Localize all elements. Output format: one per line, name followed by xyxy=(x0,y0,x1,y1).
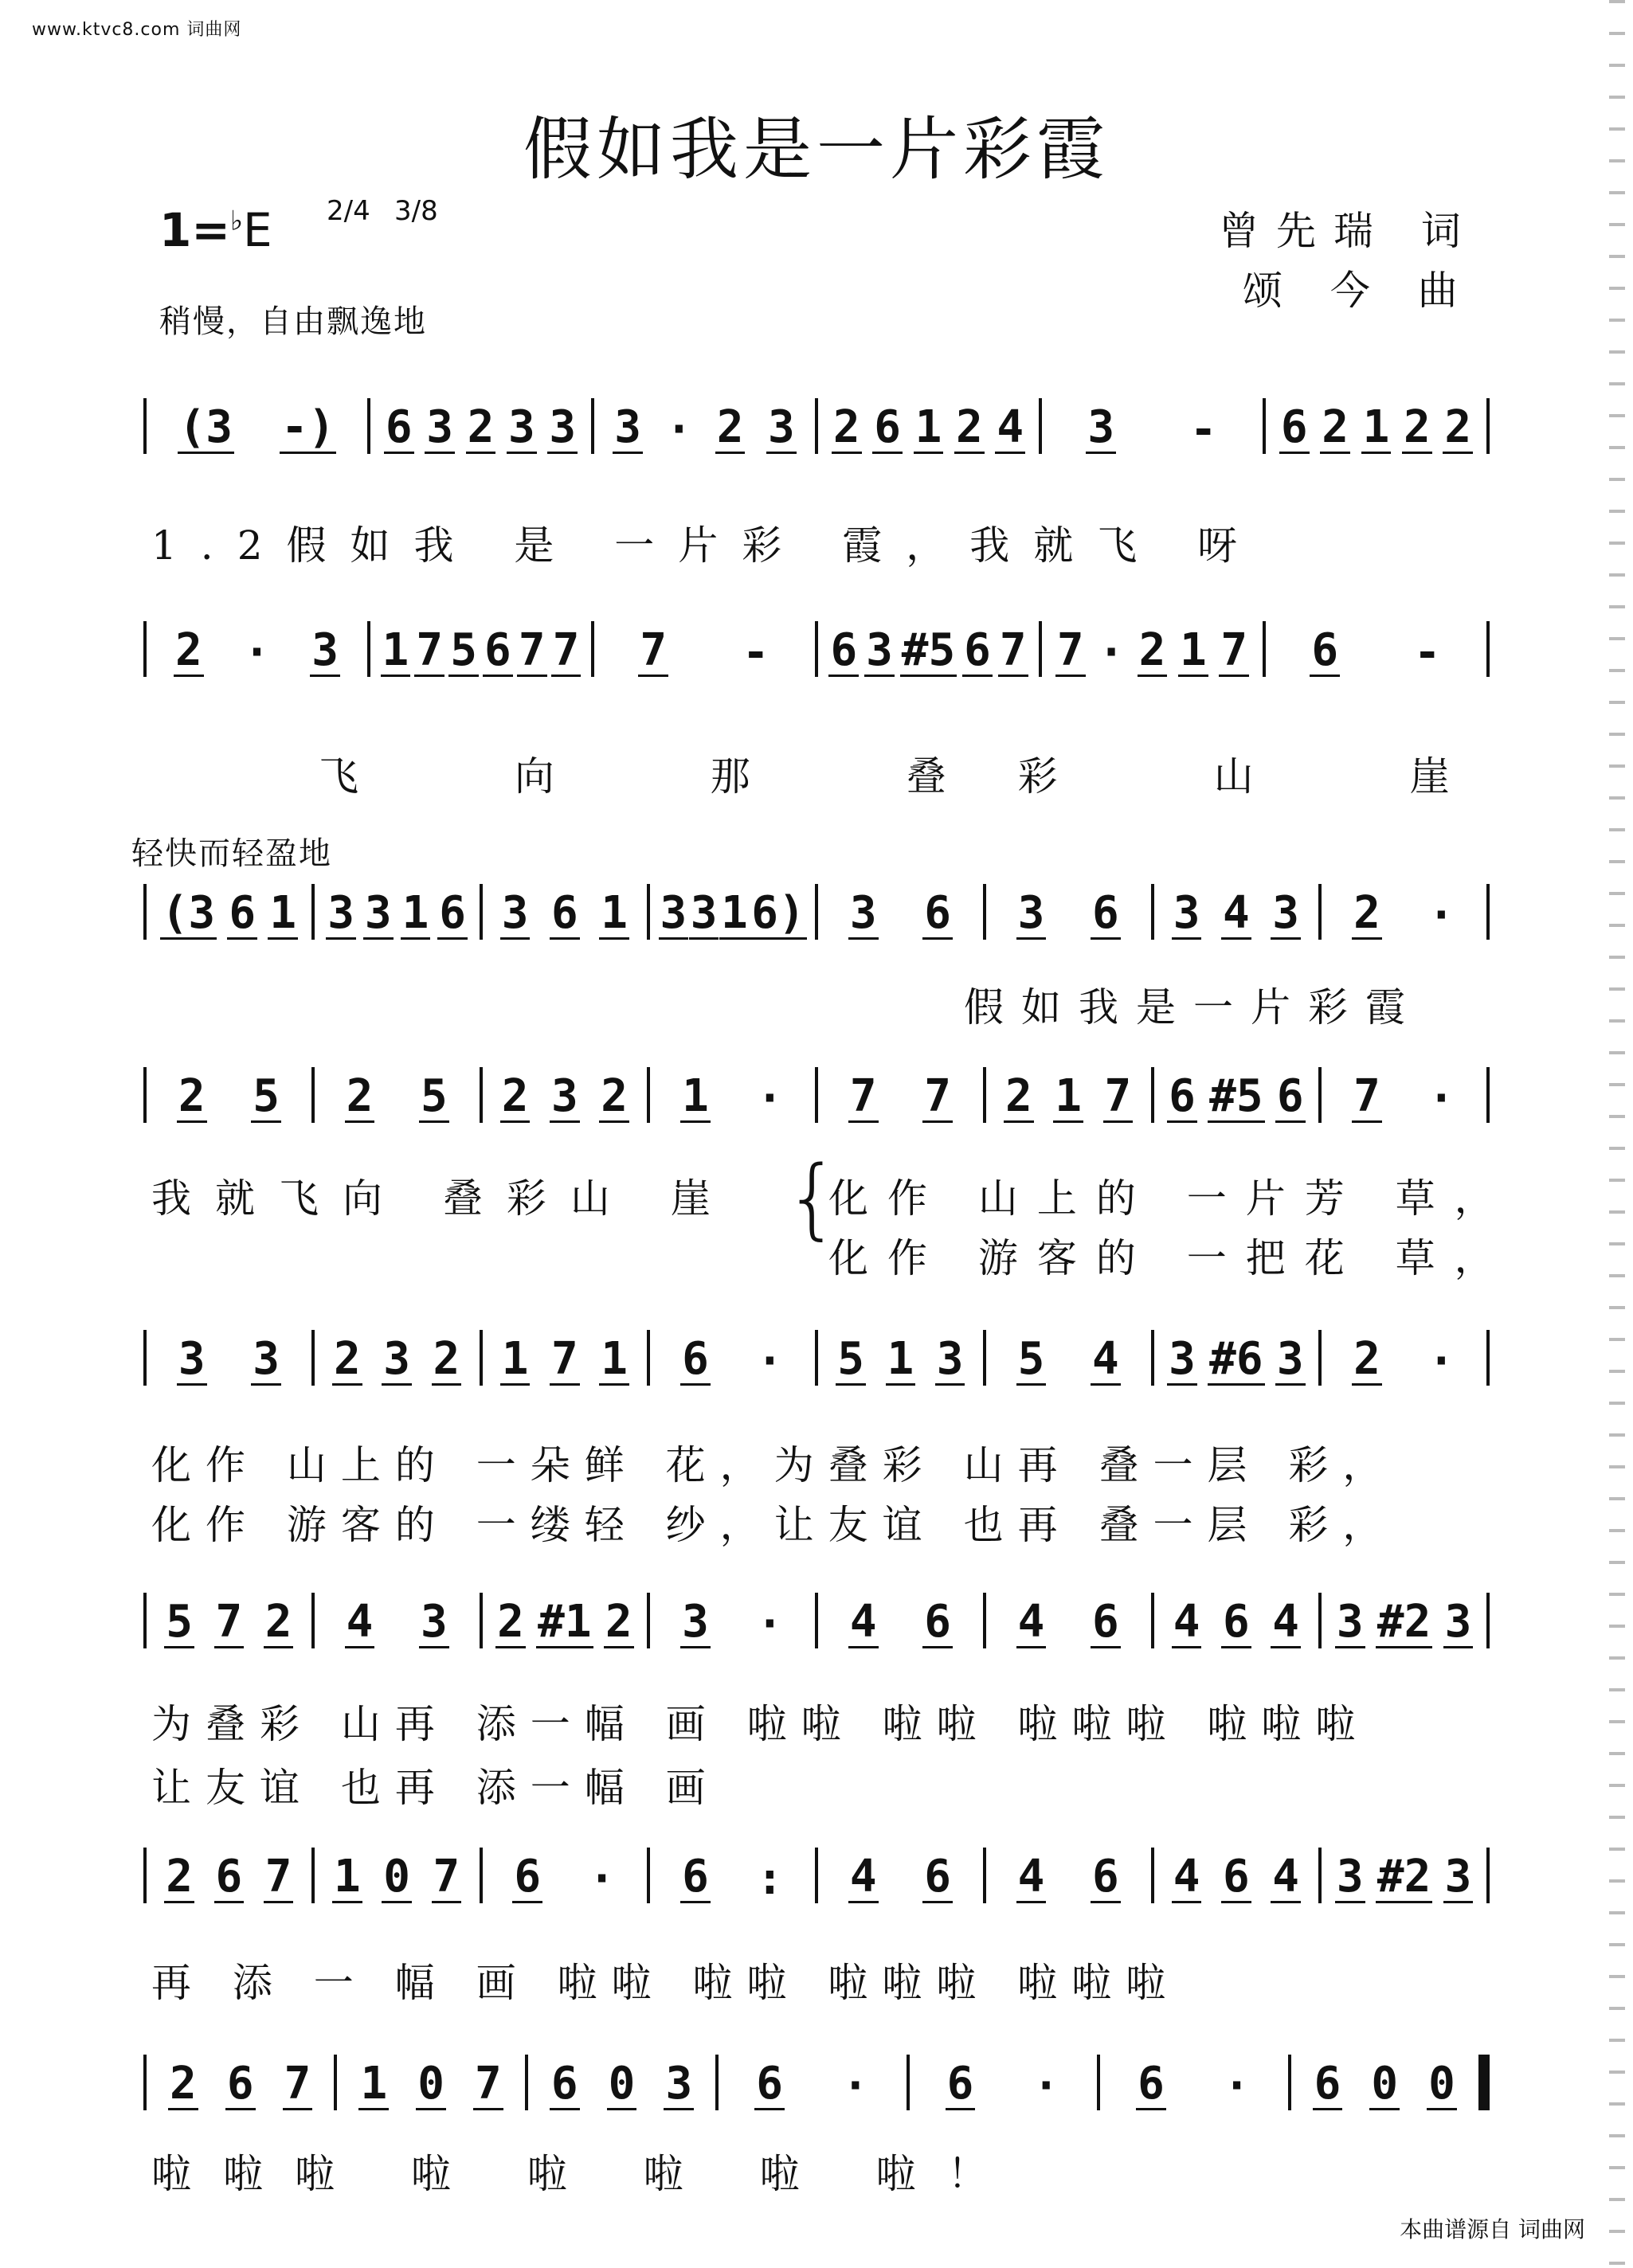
score-note: 6 xyxy=(1091,1851,1119,1902)
score-note: 6 xyxy=(1311,624,1339,676)
measure xyxy=(483,1330,651,1386)
measure xyxy=(650,1848,818,1903)
measure xyxy=(337,2055,527,2110)
score-note: 7 xyxy=(475,2058,502,2110)
score-note: 1 xyxy=(887,1333,914,1385)
score-note: 6 xyxy=(946,2058,974,2110)
measure xyxy=(594,398,818,454)
measure xyxy=(1291,2055,1490,2110)
score-note: 4 xyxy=(1173,1596,1200,1648)
score-note: 2 xyxy=(605,1596,632,1648)
score-note: - xyxy=(1413,627,1441,678)
score-note: 3 xyxy=(1444,1851,1472,1902)
score-note: 2 xyxy=(170,2058,197,2110)
score-note: 2 xyxy=(178,1070,206,1122)
score-note: 4 xyxy=(346,1596,374,1648)
tempo-marking-1: 稍慢，自由飘逸地 xyxy=(159,303,427,340)
score-line xyxy=(143,2039,1490,2110)
score-note: 4 xyxy=(1223,887,1250,939)
score-note: 2 xyxy=(264,1596,292,1648)
score-note: 3 xyxy=(1444,1596,1472,1648)
score-note: 2 xyxy=(497,1596,524,1648)
measure xyxy=(650,1067,818,1123)
lyric-line-1: 1.2假如我 是 一片彩 霞，我就飞 呀 xyxy=(151,522,1262,569)
score-line xyxy=(143,1314,1490,1386)
measure xyxy=(650,1593,818,1648)
score-note: 4 xyxy=(849,1596,877,1648)
score-note: 6 xyxy=(385,401,413,453)
measure xyxy=(1100,2055,1290,2110)
measure xyxy=(315,884,483,940)
score-note: 3 xyxy=(501,887,529,939)
measure xyxy=(818,621,1042,677)
lyric-line-6: 化作 游客的 一把花 草， xyxy=(828,1235,1514,1281)
measure xyxy=(1322,1848,1490,1903)
tempo-marking-2: 轻快而轻盈地 xyxy=(131,835,332,872)
score-note: 3 xyxy=(866,624,893,676)
score-note: · xyxy=(1098,627,1125,678)
score-note: 0 xyxy=(1371,2058,1399,2110)
score-note: 3 xyxy=(1017,887,1045,939)
score-line xyxy=(143,868,1490,940)
score-note: 3 xyxy=(383,1333,410,1385)
lyric-line-12: 啦啦啦 啦 啦 啦 啦 啦！ xyxy=(151,2151,1020,2197)
lyric-line-7: 化作 山上的 一朵鲜 花，为叠彩 山再 叠一层 彩， xyxy=(151,1442,1397,1488)
measure xyxy=(143,884,315,940)
watermark: www.ktvc8.com 词曲网 xyxy=(32,20,242,40)
score-note: 2 xyxy=(716,401,744,453)
score-note: 4 xyxy=(1091,1333,1119,1385)
measure xyxy=(1042,398,1266,454)
measure xyxy=(1042,621,1266,677)
verse-brace: { xyxy=(785,1147,840,1249)
score-line xyxy=(143,605,1490,677)
score-note: 7 xyxy=(1104,1070,1132,1122)
score-note: 3 xyxy=(1169,1333,1196,1385)
score-note: 7 xyxy=(416,624,444,676)
score-note: 1 xyxy=(601,887,628,939)
measure xyxy=(143,1593,315,1648)
score-note: 6 xyxy=(1276,1070,1304,1122)
measure xyxy=(1154,1848,1322,1903)
measure xyxy=(1154,1067,1322,1123)
score-note: 3 xyxy=(420,1596,448,1648)
score-note: 2 xyxy=(601,1070,628,1122)
measure xyxy=(1266,621,1490,677)
score-note: 3 xyxy=(660,887,687,939)
score-note: 6 xyxy=(1280,401,1308,453)
score-note: 1 xyxy=(401,887,429,939)
measure xyxy=(370,621,594,677)
measure xyxy=(143,1330,315,1386)
score-note: 5 xyxy=(253,1070,280,1122)
measure xyxy=(143,398,370,454)
score-line xyxy=(143,1051,1490,1123)
score-note: #5 xyxy=(901,624,956,676)
score-note: 7 xyxy=(518,624,546,676)
score-note: 2 xyxy=(174,624,202,676)
score-note: 1 xyxy=(334,1851,361,1902)
lyric-line-3: 假如我是一片彩霞 xyxy=(964,984,1423,1030)
score-note: 1 xyxy=(1180,624,1207,676)
measure xyxy=(528,2055,719,2110)
score-note: 4 xyxy=(1272,1596,1299,1648)
score-note: · xyxy=(1427,1073,1455,1124)
score-note: 7 xyxy=(1056,624,1084,676)
score-note: - xyxy=(742,627,770,678)
score-note: 3 xyxy=(614,401,641,453)
measure xyxy=(818,1593,986,1648)
measure xyxy=(1322,1067,1490,1123)
score-note: 4 xyxy=(849,1851,877,1902)
score-note: 7 xyxy=(999,624,1027,676)
score-note: 7 xyxy=(264,1851,292,1902)
score-note: 6 xyxy=(682,1333,709,1385)
score-note: 6) xyxy=(751,887,805,939)
score-note: 6 xyxy=(1223,1596,1250,1648)
score-note: · xyxy=(1427,890,1455,941)
score-note: 5 xyxy=(837,1333,864,1385)
meter-1: 2/4 xyxy=(327,195,370,227)
score-note: 3 xyxy=(1276,1333,1304,1385)
score-line xyxy=(143,1577,1490,1648)
score-note: · xyxy=(1032,2060,1060,2112)
score-note: 7 xyxy=(1353,1070,1380,1122)
score-note: 1 xyxy=(360,2058,388,2110)
score-note: 6 xyxy=(226,2058,254,2110)
score-note: 1 xyxy=(501,1333,529,1385)
score-note: #2 xyxy=(1376,1851,1431,1902)
score-note: - xyxy=(1189,404,1217,456)
lyric-line-11: 再 添 一 幅 画 啦啦 啦啦 啦啦啦 啦啦啦 xyxy=(151,1960,1181,2006)
score-note: 1 xyxy=(382,624,409,676)
measure xyxy=(986,884,1154,940)
score-note: 3 xyxy=(768,401,795,453)
score-note: 2 xyxy=(467,401,495,453)
score-note: 6 xyxy=(924,1851,951,1902)
lyric-line-10: 让友谊 也再 添一幅 画 xyxy=(151,1765,720,1811)
score-note: 5 xyxy=(450,624,477,676)
score-note: #6 xyxy=(1209,1333,1263,1385)
score-note: 7 xyxy=(215,1596,243,1648)
score-note: 2 xyxy=(1005,1070,1032,1122)
margin-dots xyxy=(1609,0,1625,2268)
score-note: 3 xyxy=(253,1333,280,1385)
score-note: 1 xyxy=(1055,1070,1082,1122)
score-note: · xyxy=(756,1335,784,1387)
score-note: -) xyxy=(281,401,335,453)
score-note: 5 xyxy=(420,1070,448,1122)
score-note: 4 xyxy=(997,401,1024,453)
score-note: 6 xyxy=(874,401,901,453)
key-prefix: 1= xyxy=(159,203,230,257)
measure xyxy=(143,1848,315,1903)
score-note: 0 xyxy=(608,2058,636,2110)
score-note: 6 xyxy=(550,2058,578,2110)
lyric-line-2: 飞 向 那 叠彩 山 崖 xyxy=(319,753,1521,800)
measure xyxy=(315,1848,483,1903)
measure xyxy=(594,621,818,677)
score-note: 2 xyxy=(832,401,860,453)
score-note: 4 xyxy=(1272,1851,1299,1902)
measure xyxy=(818,884,986,940)
score-note: 0 xyxy=(417,2058,444,2110)
measure xyxy=(1154,1330,1322,1386)
measure xyxy=(986,1067,1154,1123)
measure xyxy=(143,621,370,677)
score-note: (3 xyxy=(178,401,233,453)
score-note: 6 xyxy=(756,2058,783,2110)
score-note: 3 xyxy=(665,2058,693,2110)
score-note: 2 xyxy=(1138,624,1166,676)
score-note: 1 xyxy=(914,401,942,453)
score-note: 6 xyxy=(1091,1596,1119,1648)
score-note: 7 xyxy=(284,2058,311,2110)
lyric-line-8: 化作 游客的 一缕轻 纱，让友谊 也再 叠一层 彩， xyxy=(151,1502,1397,1548)
score-note: · xyxy=(841,2060,869,2112)
score-note: 6 xyxy=(439,887,467,939)
measure xyxy=(818,1067,986,1123)
measure xyxy=(650,884,818,940)
score-line xyxy=(143,382,1490,454)
score-note: #5 xyxy=(1209,1070,1263,1122)
measure xyxy=(1322,1593,1490,1648)
measure xyxy=(483,1593,651,1648)
lyric-line-4: 我就飞向 叠彩山 崖 xyxy=(151,1175,734,1222)
score-note: 6 xyxy=(1091,887,1119,939)
measure xyxy=(483,1067,651,1123)
score-note: 1 xyxy=(1362,401,1390,453)
key-signature xyxy=(159,203,272,257)
score-note: 3 xyxy=(690,887,718,939)
score-note: 6 xyxy=(229,887,257,939)
score-note: 2 xyxy=(433,1333,460,1385)
measure xyxy=(818,1848,986,1903)
measure xyxy=(315,1330,483,1386)
score-note: : xyxy=(756,1853,784,1905)
score-note: 7 xyxy=(849,1070,877,1122)
score-note: 6 xyxy=(682,1851,709,1902)
score-note: 2 xyxy=(1322,401,1349,453)
measure xyxy=(143,1067,315,1123)
score-note: 6 xyxy=(924,887,951,939)
score-note: · xyxy=(243,627,271,678)
measure xyxy=(1322,884,1490,940)
measure xyxy=(986,1848,1154,1903)
lyricist-credit: 曾先瑞 词 xyxy=(1219,208,1478,254)
measure xyxy=(1266,398,1490,454)
measure xyxy=(719,2055,909,2110)
score-note: · xyxy=(1427,1335,1455,1387)
measure xyxy=(315,1067,483,1123)
score-note: 7 xyxy=(433,1851,460,1902)
score-note: 2 xyxy=(1404,401,1431,453)
score-note: #2 xyxy=(1376,1596,1431,1648)
score-note: · xyxy=(1223,2060,1251,2112)
measure xyxy=(483,884,651,940)
composer-credit: 颂 今 曲 xyxy=(1243,268,1475,314)
score-note: 3 xyxy=(1336,1596,1364,1648)
measure xyxy=(986,1593,1154,1648)
score-note: 6 xyxy=(964,624,991,676)
score-note: 3 xyxy=(508,401,535,453)
score-note: 2 xyxy=(346,1070,374,1122)
score-note: 7 xyxy=(1220,624,1248,676)
score-note: 3 xyxy=(1272,887,1299,939)
score-note: #1 xyxy=(538,1596,592,1648)
score-note: · xyxy=(588,1853,616,1905)
score-note: 3 xyxy=(549,401,577,453)
score-note: 7 xyxy=(924,1070,951,1122)
score-note: 6 xyxy=(484,624,511,676)
score-note: 1 xyxy=(601,1333,628,1385)
song-title: 假如我是一片彩霞 xyxy=(523,110,1110,190)
score-note: 3 xyxy=(426,401,453,453)
score-note: 4 xyxy=(1017,1851,1045,1902)
score-note: 3 xyxy=(1173,887,1200,939)
score-note: · xyxy=(756,1598,784,1650)
score-note: 0 xyxy=(383,1851,410,1902)
score-note: 3 xyxy=(682,1596,709,1648)
score-note: 3 xyxy=(1087,401,1115,453)
flat-sign: ♭ xyxy=(229,205,244,237)
key-note: E xyxy=(243,203,272,257)
measure xyxy=(1154,884,1322,940)
score-note: 2 xyxy=(1353,887,1380,939)
lyric-line-5: 化作 山上的 一片芳 草， xyxy=(828,1175,1514,1222)
score-note: 6 xyxy=(514,1851,542,1902)
score-note: 6 xyxy=(1223,1851,1250,1902)
score-note: 2 xyxy=(166,1851,193,1902)
score-note: 3 xyxy=(178,1333,206,1385)
score-note: 3 xyxy=(551,1070,578,1122)
score-note: 1 xyxy=(682,1070,709,1122)
score-note: 3 xyxy=(849,887,877,939)
score-note: 2 xyxy=(501,1070,529,1122)
score-note: 6 xyxy=(215,1851,243,1902)
score-note: 5 xyxy=(1017,1333,1045,1385)
score-note: 6 xyxy=(551,887,578,939)
measure xyxy=(910,2055,1100,2110)
score-note: 6 xyxy=(1314,2058,1341,2110)
score-note: 3 xyxy=(327,887,354,939)
footer-source: 本曲谱源自 词曲网 xyxy=(1400,2216,1585,2243)
measure xyxy=(315,1593,483,1648)
score-note: 2 xyxy=(1353,1333,1380,1385)
score-note: 1 xyxy=(269,887,297,939)
score-line xyxy=(143,1832,1490,1903)
score-note: 7 xyxy=(640,624,668,676)
measure xyxy=(1154,1593,1322,1648)
score-note: 2 xyxy=(956,401,983,453)
measure xyxy=(986,1330,1154,1386)
score-note: 3 xyxy=(936,1333,964,1385)
score-note: 1 xyxy=(721,887,748,939)
measure xyxy=(143,2055,337,2110)
score-note: 4 xyxy=(1173,1851,1200,1902)
measure xyxy=(370,398,594,454)
score-note: 5 xyxy=(166,1596,193,1648)
score-note: 0 xyxy=(1428,2058,1455,2110)
measure xyxy=(1322,1330,1490,1386)
score-note: 6 xyxy=(830,624,858,676)
score-note: · xyxy=(665,404,693,456)
measure xyxy=(818,1330,986,1386)
score-note: 6 xyxy=(1169,1070,1196,1122)
meter-2: 3/8 xyxy=(394,195,438,227)
lyric-line-9: 为叠彩 山再 添一幅 画 啦啦 啦啦 啦啦啦 啦啦啦 xyxy=(151,1701,1370,1747)
score-note: 6 xyxy=(924,1596,951,1648)
score-note: 7 xyxy=(551,1333,578,1385)
score-note: 7 xyxy=(552,624,580,676)
measure xyxy=(483,1848,651,1903)
score-note: 6 xyxy=(1138,2058,1165,2110)
score-note: 3 xyxy=(364,887,392,939)
score-note: · xyxy=(756,1073,784,1124)
score-note: 2 xyxy=(334,1333,361,1385)
score-note: 2 xyxy=(1444,401,1472,453)
score-note: 3 xyxy=(311,624,339,676)
score-note: 4 xyxy=(1017,1596,1045,1648)
score-note: 3 xyxy=(1336,1851,1364,1902)
measure xyxy=(818,398,1042,454)
score-note: (3 xyxy=(161,887,216,939)
measure xyxy=(650,1330,818,1386)
